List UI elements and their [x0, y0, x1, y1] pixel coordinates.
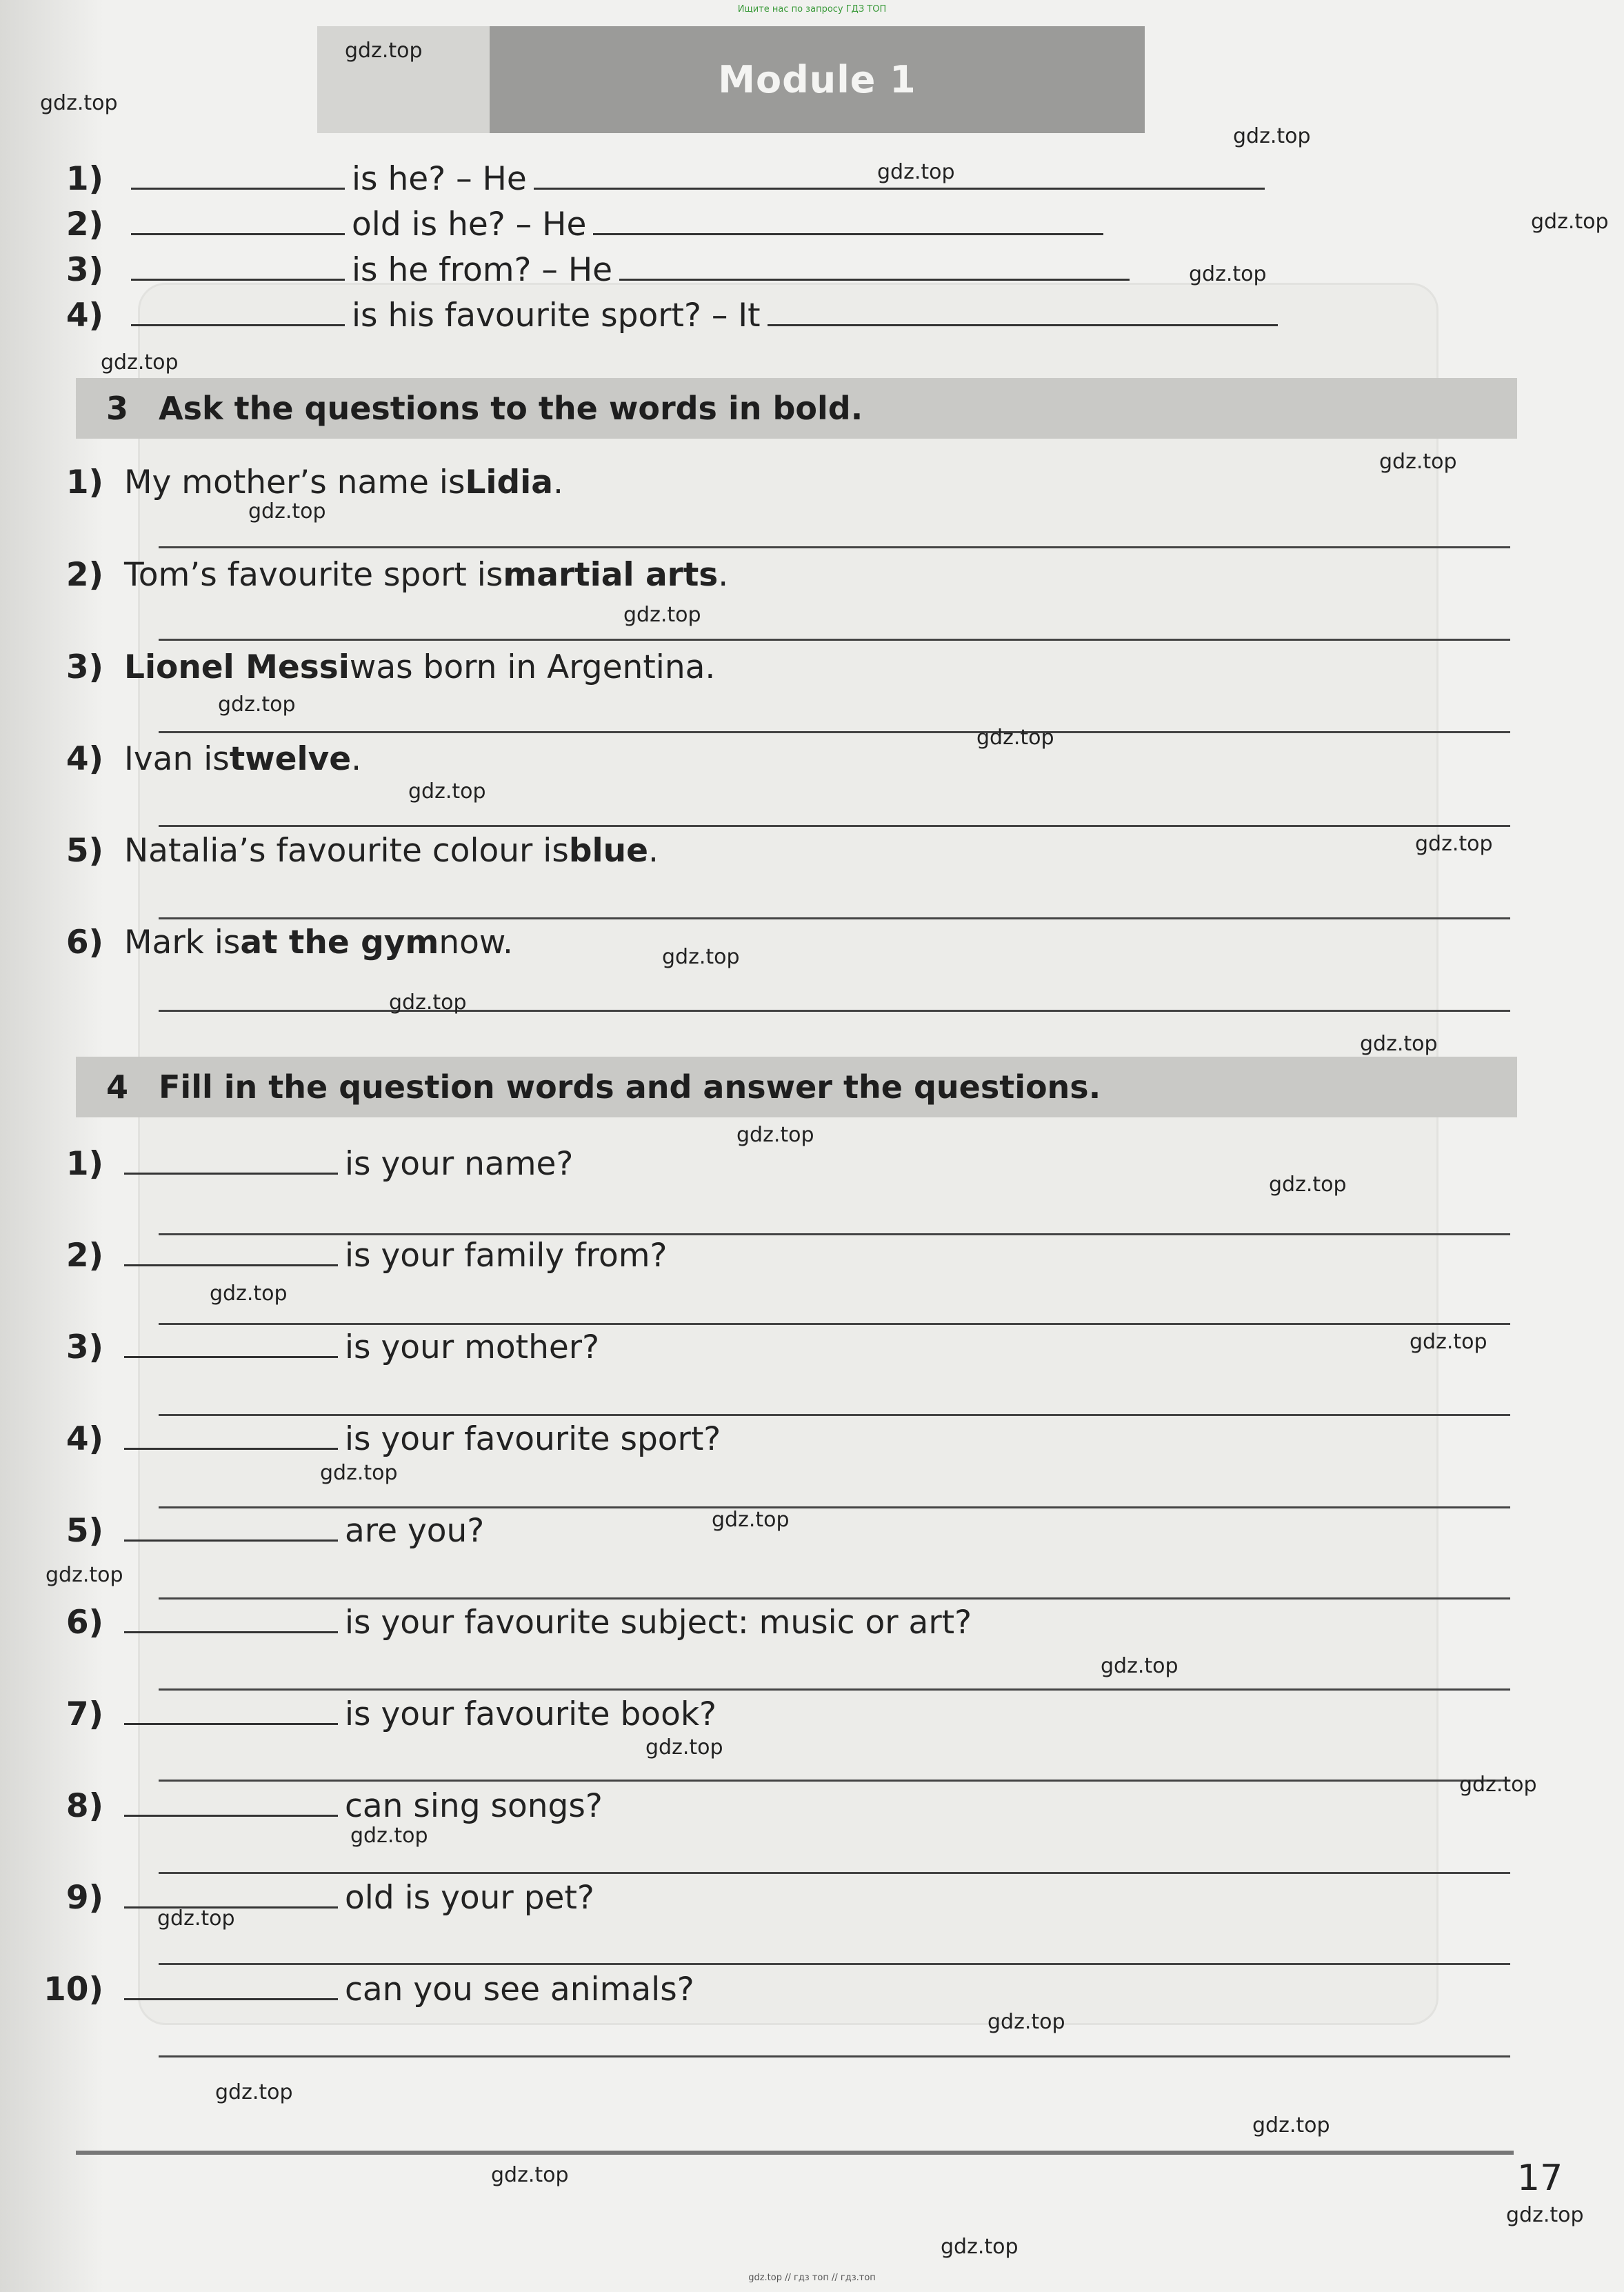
- watermark: gdz.top: [46, 1563, 123, 1587]
- question-word-blank[interactable]: [124, 1351, 338, 1358]
- watermark: gdz.top: [350, 1824, 428, 1848]
- section-4-header: 4 Fill in the question words and answer the questions.: [76, 1057, 1517, 1117]
- answer-line[interactable]: [159, 917, 1510, 919]
- answer-line[interactable]: [159, 1233, 1510, 1235]
- s4-item-2: 2) is your family from?: [66, 1237, 668, 1275]
- answer-line[interactable]: [159, 546, 1510, 548]
- s2-item-3: 3) is he from? – He: [41, 251, 1136, 289]
- watermark: gdz.top: [40, 91, 118, 115]
- s3-item-1: 1) My mother’s name is Lidia .: [66, 464, 563, 501]
- watermark: gdz.top: [1459, 1773, 1537, 1797]
- watermark: gdz.top: [1410, 1330, 1487, 1354]
- answer-blank[interactable]: [131, 273, 345, 281]
- watermark: gdz.top: [1269, 1173, 1347, 1197]
- watermark: gdz.top: [157, 1906, 235, 1931]
- bottom-caption: gdz.top // гдз топ // гдз.топ: [748, 2273, 876, 2283]
- watermark: gdz.top: [1506, 2203, 1584, 2227]
- answer-line[interactable]: [159, 1688, 1510, 1691]
- watermark: gdz.top: [408, 779, 486, 804]
- answer-line[interactable]: [159, 1597, 1510, 1600]
- answer-line[interactable]: [159, 1872, 1510, 1874]
- answer-line[interactable]: [159, 825, 1510, 827]
- s4-item-8: 8) can sing songs?: [66, 1787, 603, 1825]
- watermark: gdz.top: [491, 2163, 569, 2187]
- s4-item-5: 5) are you?: [66, 1512, 485, 1550]
- answer-blank[interactable]: [593, 228, 1103, 235]
- watermark: gdz.top: [210, 1282, 288, 1306]
- answer-blank[interactable]: [131, 228, 345, 235]
- watermark: gdz.top: [320, 1461, 398, 1485]
- question-word-blank[interactable]: [124, 1809, 338, 1817]
- s4-item-7: 7) is your favourite book?: [66, 1695, 716, 1733]
- footer-rule: [76, 2151, 1514, 2155]
- answer-blank[interactable]: [619, 273, 1130, 281]
- page-number: 17: [1517, 2158, 1563, 2199]
- s3-item-6: 6) Mark is at the gym now.: [66, 924, 513, 961]
- watermark: gdz.top: [1360, 1032, 1438, 1056]
- s4-item-6: 6) is your favourite subject: music or art?: [66, 1604, 972, 1642]
- watermark: gdz.top: [215, 2080, 293, 2104]
- watermark: gdz.top: [1101, 1654, 1179, 1678]
- watermark: gdz.top: [736, 1123, 814, 1147]
- question-word-blank[interactable]: [124, 1534, 338, 1542]
- watermark: gdz.top: [345, 39, 423, 63]
- s2-item-1: 1) is he? – He: [41, 160, 1272, 198]
- s4-item-3: 3) is your mother?: [66, 1328, 600, 1366]
- answer-line[interactable]: [159, 2055, 1510, 2057]
- s3-item-4: 4) Ivan is twelve .: [66, 740, 362, 778]
- watermark: gdz.top: [662, 945, 740, 969]
- watermark: gdz.top: [712, 1508, 790, 1532]
- answer-line[interactable]: [159, 1506, 1510, 1508]
- watermark: gdz.top: [976, 726, 1054, 750]
- answer-line[interactable]: [159, 1780, 1510, 1782]
- s3-item-3: 3) Lionel Messi was born in Argentina.: [66, 648, 716, 686]
- answer-line[interactable]: [159, 731, 1510, 733]
- question-word-blank[interactable]: [124, 1442, 338, 1450]
- answer-blank[interactable]: [131, 182, 345, 190]
- question-word-blank[interactable]: [124, 1259, 338, 1266]
- watermark: gdz.top: [1415, 832, 1493, 856]
- answer-line[interactable]: [159, 1010, 1510, 1012]
- watermark: gdz.top: [941, 2235, 1019, 2259]
- section-3-header: 3 Ask the questions to the words in bold.: [76, 378, 1517, 439]
- watermark: gdz.top: [988, 2010, 1065, 2034]
- s4-item-9: 9) old is your pet?: [66, 1879, 594, 1917]
- watermark: gdz.top: [101, 350, 179, 375]
- top-caption: Ищите нас по запросу ГДЗ ТОП: [737, 4, 887, 14]
- module-title: Module 1: [490, 26, 1145, 133]
- s2-item-4: 4) is his favourite sport? – It: [41, 297, 1285, 335]
- question-word-blank[interactable]: [124, 1626, 338, 1633]
- answer-blank[interactable]: [768, 319, 1278, 326]
- watermark: gdz.top: [1379, 450, 1457, 474]
- answer-line[interactable]: [159, 1414, 1510, 1416]
- s2-item-2: 2) old is he? – He: [41, 206, 1110, 243]
- watermark: gdz.top: [623, 603, 701, 627]
- watermark: gdz.top: [1189, 262, 1267, 286]
- watermark: gdz.top: [1531, 210, 1609, 234]
- answer-blank[interactable]: [131, 319, 345, 326]
- watermark: gdz.top: [645, 1735, 723, 1760]
- watermark: gdz.top: [877, 160, 955, 184]
- s4-item-1: 1) is your name?: [66, 1145, 574, 1183]
- watermark: gdz.top: [389, 990, 467, 1015]
- s4-item-4: 4) is your favourite sport?: [66, 1420, 721, 1458]
- watermark: gdz.top: [1233, 124, 1311, 148]
- watermark: gdz.top: [218, 692, 296, 717]
- question-word-blank[interactable]: [124, 1167, 338, 1175]
- answer-line[interactable]: [159, 1963, 1510, 1965]
- watermark: gdz.top: [1252, 2113, 1330, 2137]
- s4-item-10: 10) can you see animals?: [43, 1971, 694, 2009]
- question-word-blank[interactable]: [124, 1993, 338, 2000]
- answer-line[interactable]: [159, 1323, 1510, 1325]
- watermark: gdz.top: [248, 499, 326, 524]
- s3-item-2: 2) Tom’s favourite sport is martial arts .: [66, 556, 729, 594]
- answer-line[interactable]: [159, 639, 1510, 641]
- s3-item-5: 5) Natalia’s favourite colour is blue .: [66, 832, 659, 870]
- question-word-blank[interactable]: [124, 1717, 338, 1725]
